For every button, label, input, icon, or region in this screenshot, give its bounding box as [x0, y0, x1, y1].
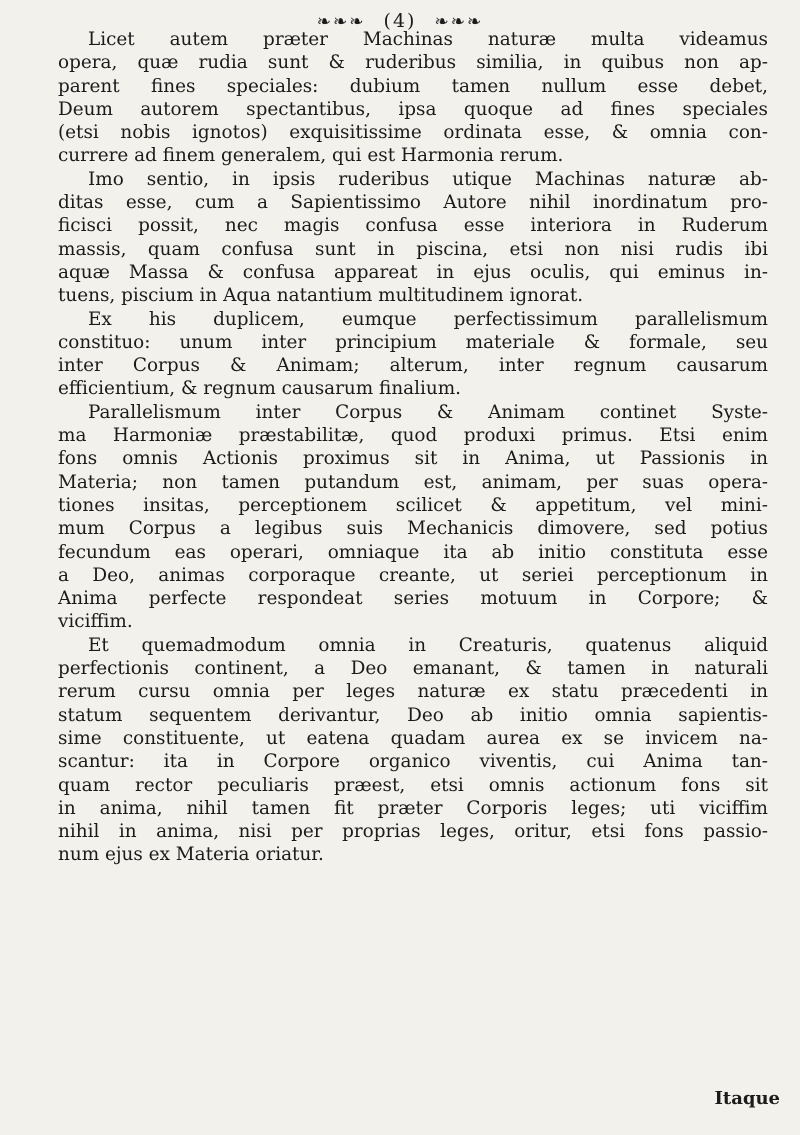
text-line: in anima, nihil tamen fit præter Corporis leges; uti viciffim — [58, 797, 768, 819]
text-line: a Deo, animas corporaque creante, ut seriei perceptionum in — [58, 564, 768, 586]
text-line: Et quemadmodum omnia in Creaturis, quatenus aliquid — [88, 634, 768, 656]
text-line: Ex his duplicem, eumque perfectissimum parallelismum — [88, 308, 768, 330]
text-line: Anima perfecte respondeat series motuum in Corpore; & — [58, 588, 768, 610]
text-line: Deum autorem spectantibus, ipsa quoque ad fines speciales — [58, 98, 768, 120]
text-line: num ejus ex Materia oriatur. — [58, 844, 324, 866]
text-line: perfectionis continent, a Deo emanant, & tamen in naturali — [58, 658, 768, 680]
text-line: massis, quam confusa sunt in piscina, etsi non nisi rudis ibi — [58, 238, 768, 260]
text-line: (etsi nobis ignotos) exquisitissime ordinata esse, & omnia con- — [58, 122, 768, 144]
page-number: (4) — [383, 10, 417, 32]
page-body-text — [58, 28, 768, 867]
text-line: viciffim. — [58, 611, 133, 633]
text-line: inter Corpus & Animam; alterum, inter regnum causarum — [58, 355, 768, 377]
text-line: parent fines speciales: dubium tamen nullum esse debet, — [58, 75, 768, 97]
text-line: ma Harmoniæ præstabilitæ, quod produxi primus. Etsi enim — [58, 425, 768, 447]
text-line: sime constituente, ut eatena quadam aurea ex se invicem na- — [58, 727, 768, 749]
text-line: efficientium, & regnum causarum finalium. — [58, 378, 462, 400]
text-line: fons omnis Actionis proximus sit in Anima, ut Passionis in — [58, 448, 768, 470]
ornament-left: ❧❧❧ — [316, 12, 366, 32]
text-line: mum Corpus a legibus suis Mechanicis dimovere, sed potius — [58, 518, 768, 540]
text-line: statum sequentem derivantur, Deo ab initio omnia sapientis- — [58, 704, 768, 726]
text-line: rerum cursu omnia per leges naturæ ex statu præcedenti in — [58, 681, 768, 703]
text-line: tiones insitas, perceptionem scilicet & appetitum, vel mini- — [58, 494, 768, 516]
text-line: constituo: unum inter principium materiale & formale, seu — [58, 331, 768, 353]
text-line: opera, quæ rudia sunt & ruderibus similia, in quibus non ap- — [58, 52, 768, 74]
catchword: Itaque — [714, 1088, 780, 1109]
text-line: aquæ Massa & confusa appareat in ejus oculis, qui eminus in- — [58, 261, 768, 283]
text-line: tuens, piscium in Aqua natantium multitudinem ignorat. — [58, 285, 584, 307]
ornament-right: ❧❧❧ — [434, 12, 484, 32]
text-line: Licet autem præter Machinas naturæ multa videamus — [88, 29, 768, 50]
text-line: ditas esse, cum a Sapientissimo Autore nihil inordinatum pro- — [58, 192, 768, 214]
text-line: Materia; non tamen putandum est, animam, per suas opera- — [58, 471, 768, 493]
text-line: currere ad finem generalem, qui est Harmonia rerum. — [58, 145, 564, 167]
text-line: nihil in anima, nisi per proprias leges, oritur, etsi fons passio- — [58, 821, 768, 843]
text-line: fecundum eas operari, omniaque ita ab initio constituta esse — [58, 541, 768, 563]
text-line: quam rector peculiaris præest, etsi omnis actionum fons sit — [58, 774, 768, 796]
text-line: scantur: ita in Corpore organico viventis, cui Anima tan- — [58, 751, 768, 773]
text-line: Parallelismum inter Corpus & Animam continet Syste- — [88, 401, 768, 423]
text-line: Imo sentio, in ipsis ruderibus utique Machinas naturæ ab- — [88, 168, 768, 190]
text-line: ficisci possit, nec magis confusa esse interiora in Ruderum — [58, 215, 768, 237]
